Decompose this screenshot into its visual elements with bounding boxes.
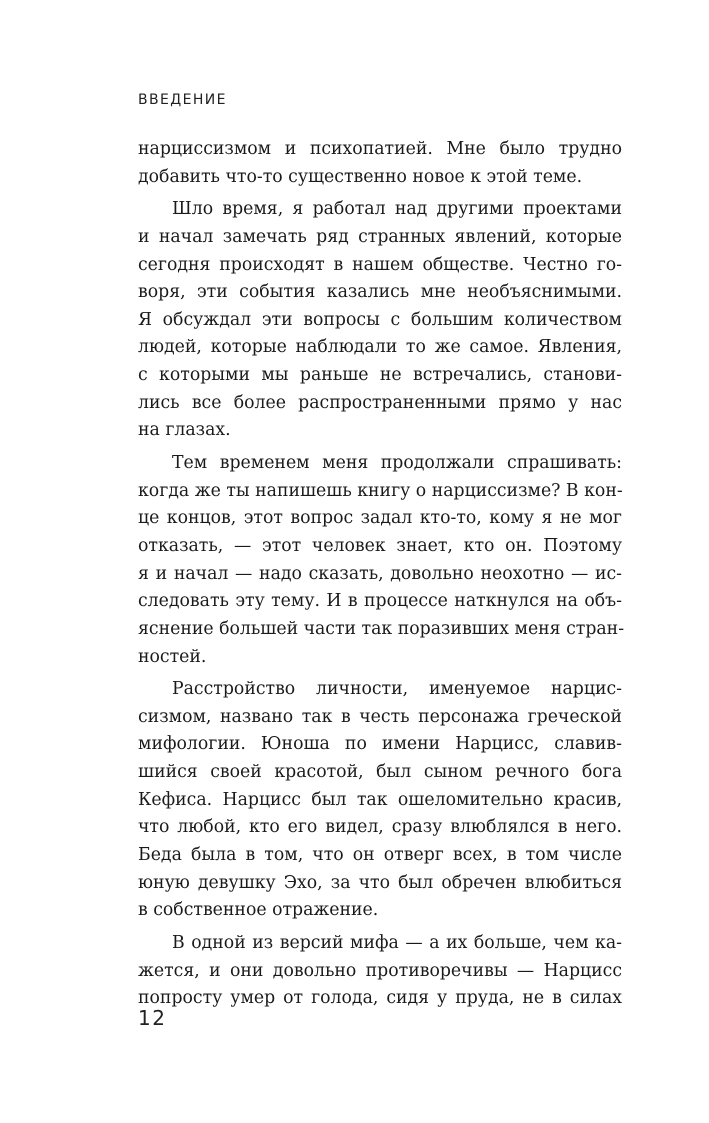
- text-line: когда же ты напишешь книгу о нарциссизме? В кон-: [138, 480, 623, 501]
- text-line: Кефиса. Нарцисс был так ошеломительно красив,: [138, 789, 622, 810]
- text-line: В одной из версий мифа — а их больше, чем ка-: [172, 932, 622, 953]
- text-line: юную девушку Эхо, за что был обречен влюбиться: [138, 872, 622, 893]
- text-line: я и начал — надо сказать, довольно неохотно — ис-: [138, 563, 622, 584]
- text-line: добавить что-то существенно новое к этой теме.: [138, 166, 583, 187]
- text-line: ностей.: [138, 646, 207, 667]
- text-line: мифологии. Юноша по имени Нарцисс, славив-: [138, 734, 622, 755]
- text-line: Тем временем меня продолжали спрашивать:: [172, 453, 622, 474]
- text-line: в собственное отражение.: [138, 900, 379, 921]
- text-line: Я обсуждал эти вопросы с большим количеством: [138, 309, 622, 330]
- paragraph-3: [138, 450, 625, 671]
- paragraph-2: [138, 196, 622, 445]
- running-head: ВВЕДЕНИЕ: [138, 92, 227, 108]
- paragraph-1: [138, 136, 622, 191]
- text-line: следовать эту тему. И в процессе наткнулся на объ-: [138, 591, 622, 612]
- text-line: сегодня происходят в нашем обществе. Честно го-: [138, 254, 622, 275]
- text-line: Расстройство личности, именуемое нарцис-: [172, 679, 622, 700]
- text-line: лись все более распространенными прямо у нас: [138, 392, 622, 413]
- text-line: Беда была в том, что он отверг всех, в том числе: [138, 845, 622, 866]
- page-body: [138, 136, 625, 1013]
- text-line: на глазах.: [138, 420, 231, 441]
- text-line: нарциссизмом и психопатией. Мне было трудно: [138, 139, 622, 159]
- text-line: отказать, — этот человек знает, кто он. Поэтому: [138, 535, 622, 556]
- text-line: Шло время, я работал над другими проектами: [172, 199, 622, 220]
- text-line: сизмом, названо так в честь персонажа греческой: [138, 706, 622, 727]
- text-line: с которыми мы раньше не встречались, станови-: [138, 365, 622, 386]
- text-line: воря, эти события казались мне необъяснимыми.: [138, 282, 622, 303]
- paragraph-4: [138, 676, 622, 925]
- text-line: жется, и они довольно противоречивы — Нарцисс: [138, 960, 622, 981]
- text-line: и начал замечать ряд странных явлений, которые: [138, 226, 622, 247]
- page-number: 12: [138, 1006, 167, 1030]
- text-line: шийся своей красотой, был сыном речного бога: [138, 762, 622, 783]
- text-line: что любой, кто его видел, сразу влюблялся в него.: [138, 817, 622, 838]
- text-line: яснение большей части так поразивших меня стран-: [138, 618, 625, 639]
- text-line: це концов, этот вопрос задал кто-то, кому я не мог: [138, 508, 622, 529]
- paragraph-5: [138, 930, 622, 1013]
- text-line: попросту умер от голода, сидя у пруда, не в силах: [138, 988, 622, 1009]
- text-line: людей, которые наблюдали то же самое. Явления,: [138, 337, 622, 358]
